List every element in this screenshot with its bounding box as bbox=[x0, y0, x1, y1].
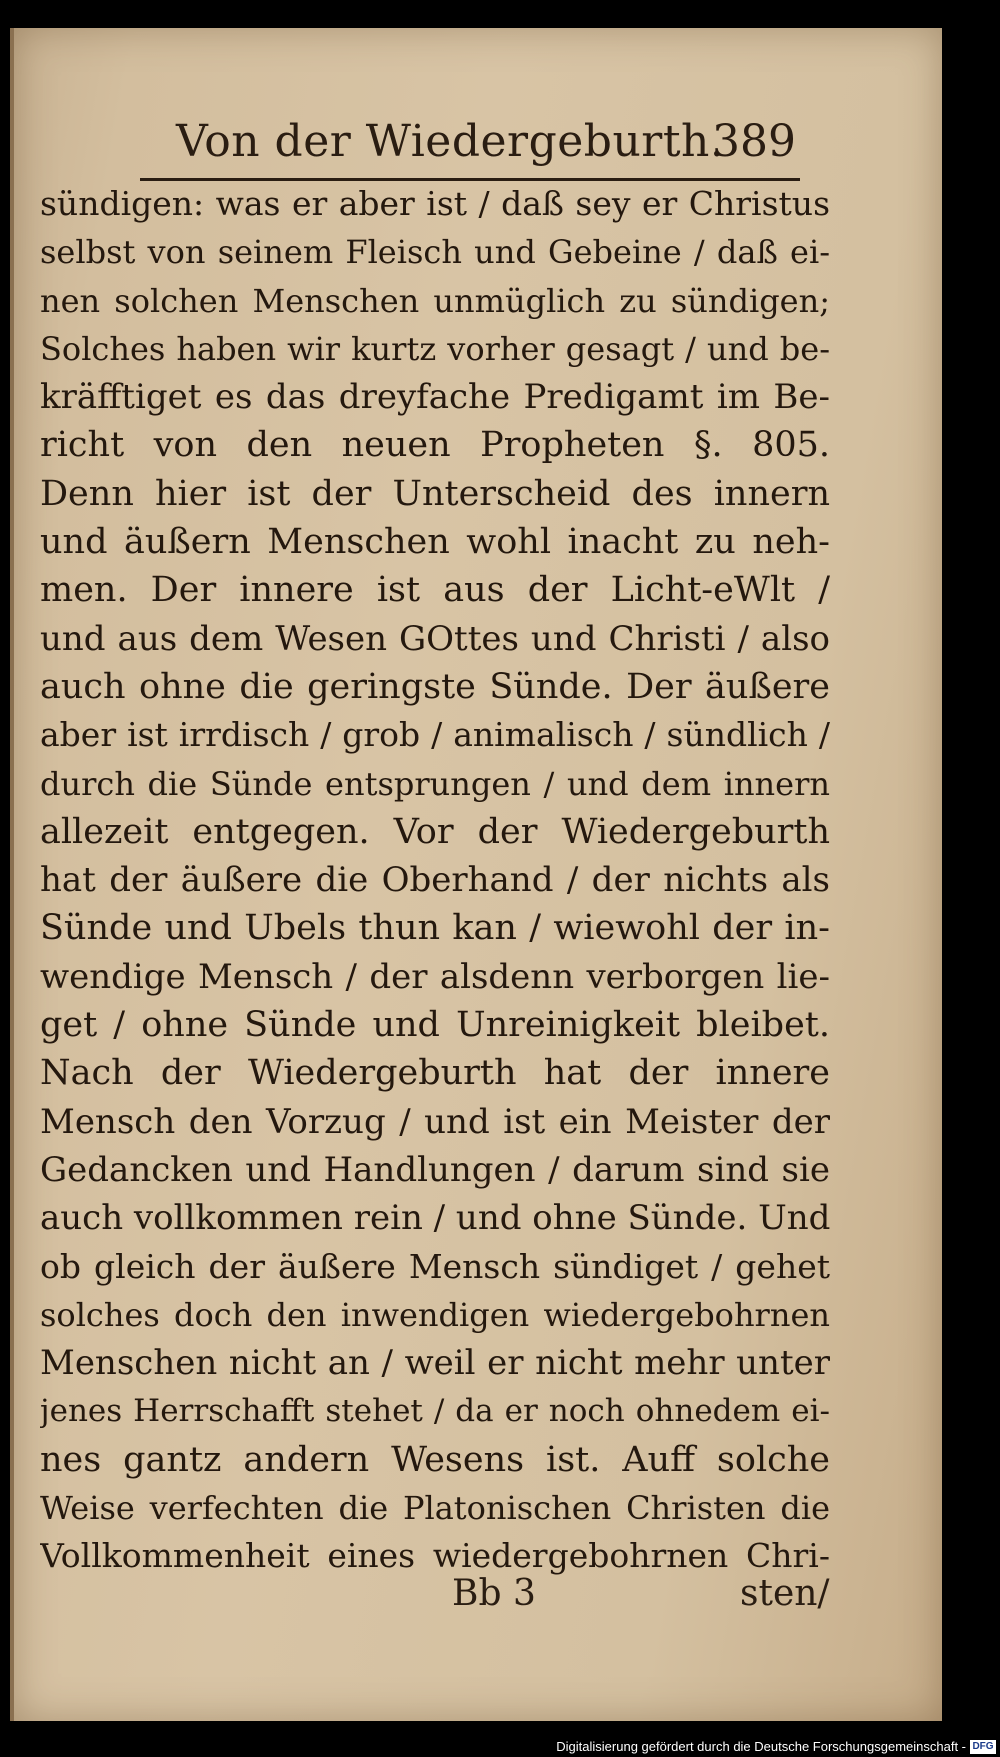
text-line: sündigen: was er aber ist / daß sey er Christus bbox=[40, 184, 830, 223]
text-line: men. Der innere ist aus der Licht-eWlt / bbox=[40, 570, 830, 611]
body-text bbox=[40, 180, 830, 1581]
running-head bbox=[140, 114, 800, 181]
dfg-logo: DFG bbox=[970, 1740, 996, 1754]
text-line: Nach der Wiedergeburth hat der innere bbox=[40, 1053, 830, 1094]
text-line: richt von den neuen Propheten §. 805. bbox=[40, 425, 830, 466]
text-line: aber ist irrdisch / grob / animalisch / sündlich / bbox=[40, 715, 830, 755]
text-line: Sünde und Ubels thun kan / wiewohl der in- bbox=[40, 908, 830, 949]
text-line: ob gleich der äußere Mensch sündiget / gehet bbox=[40, 1246, 830, 1286]
text-line: auch ohne die geringste Sünde. Der äußere bbox=[40, 666, 830, 707]
text-line: allezeit entgegen. Vor der Wiedergeburth bbox=[40, 811, 830, 852]
page-number: 389 bbox=[712, 116, 796, 167]
text-line: nen solchen Menschen unmüglich zu sündigen; bbox=[40, 281, 830, 320]
text-line: Mensch den Vorzug / und ist ein Meister der bbox=[40, 1101, 830, 1142]
signature-mark: Bb 3 bbox=[452, 1573, 536, 1614]
text-line: selbst von seinem Fleisch und Gebeine / daß ei- bbox=[40, 233, 830, 272]
text-line: auch vollkommen rein / und ohne Sünde. Und bbox=[40, 1198, 830, 1239]
text-line: nes gantz andern Wesens ist. Auff solche bbox=[40, 1439, 830, 1480]
text-line: wendige Mensch / der alsdenn verborgen lie- bbox=[40, 956, 830, 997]
text-line: und äußern Menschen wohl inacht zu neh- bbox=[40, 522, 830, 563]
text-line: Vollkommenheit eines wiedergebohrnen Chri- bbox=[40, 1536, 830, 1576]
text-line: solches doch den inwendigen wiedergebohrnen bbox=[40, 1295, 830, 1334]
text-line: Solches haben wir kurtz vorher gesagt / und be- bbox=[40, 329, 830, 368]
catchword: sten/ bbox=[740, 1573, 830, 1614]
text-line: Gedancken und Handlungen / darum sind sie bbox=[40, 1149, 830, 1190]
text-line: jenes Herrschafft stehet / da er noch ohnedem ei- bbox=[40, 1393, 830, 1430]
text-line: hat der äußere die Oberhand / der nichts als bbox=[40, 860, 830, 901]
text-line: get / ohne Sünde und Unreinigkeit bleibet. bbox=[40, 1005, 830, 1046]
text-line: Menschen nicht an / weil er nicht mehr unter bbox=[40, 1343, 830, 1384]
text-line: Weise verfechten die Platonischen Christen die bbox=[40, 1489, 830, 1528]
text-line: Denn hier ist der Unterscheid des innern bbox=[40, 473, 830, 514]
text-line: durch die Sünde entsprungen / und dem innern bbox=[40, 764, 830, 803]
footer-bar bbox=[0, 1737, 1000, 1757]
running-title: Von der Wiedergeburth. bbox=[176, 116, 725, 167]
text-line: und aus dem Wesen GOttes und Christi / also bbox=[40, 618, 830, 659]
funding-note: Digitalisierung gefördert durch die Deutsche Forschungsgemeinschaft - bbox=[556, 1739, 966, 1754]
text-line: kräfftiget es das dreyfache Predigamt im Be- bbox=[40, 377, 830, 418]
book-page-scan bbox=[10, 28, 942, 1721]
